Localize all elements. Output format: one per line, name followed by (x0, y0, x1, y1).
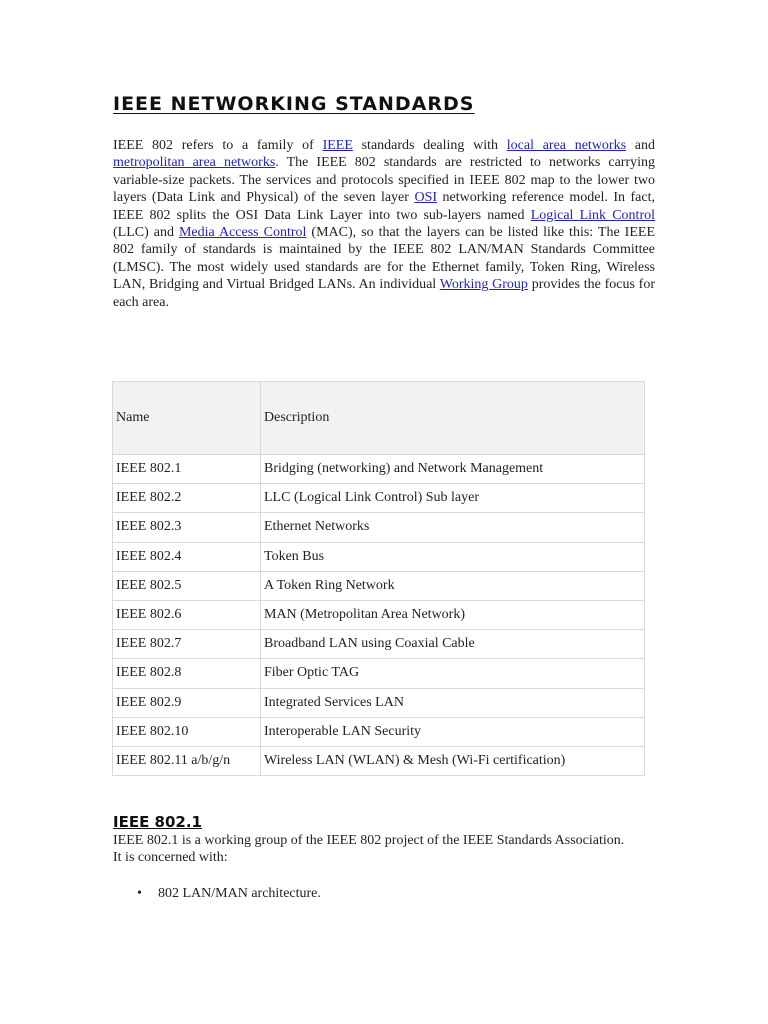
row-name: IEEE 802.11 a/b/g/n (113, 746, 261, 775)
row-description: MAN (Metropolitan Area Network) (261, 600, 645, 629)
row-description: Broadband LAN using Coaxial Cable (261, 630, 645, 659)
section-body (113, 832, 633, 866)
row-name: IEEE 802.8 (113, 659, 261, 688)
bullet-icon: • (137, 886, 142, 901)
link-ieee[interactable]: IEEE (322, 138, 353, 153)
link-working-group[interactable]: Working Group (439, 277, 528, 293)
row-description: Bridging (networking) and Network Management (261, 455, 645, 484)
list-item-text: 802 LAN/MAN architecture. (158, 886, 321, 901)
row-name: IEEE 802.4 (113, 542, 261, 571)
intro-text: IEEE 802 refers to a family of (113, 138, 323, 153)
row-description: Interoperable LAN Security (261, 717, 645, 746)
intro-text: standards dealing with (352, 138, 507, 153)
row-description: Token Bus (261, 542, 645, 571)
link-media-access-control[interactable]: Media Access Control (178, 225, 307, 241)
intro-text: and (626, 138, 655, 153)
intro-text: provides the focus for each area. (113, 277, 656, 310)
table-row (113, 542, 645, 571)
row-name: IEEE 802.3 (113, 513, 261, 542)
link-metropolitan-area-networks[interactable]: metropolitan area networks (113, 155, 276, 171)
row-description: A Token Ring Network (261, 571, 645, 600)
standards-table (112, 381, 645, 776)
row-description: Wireless LAN (WLAN) & Mesh (Wi-Fi certification) (261, 746, 645, 775)
row-description: Fiber Optic TAG (261, 659, 645, 688)
section-title: IEEE 802.1 (113, 813, 202, 831)
intro-text: . The IEEE 802 standards are restricted to networks carrying variable-size packets. The services and protocols specified in IEEE 802 map to the lower two layers (Data Link and Physical) of the seven layer (113, 155, 656, 206)
intro-text: (LLC) and (113, 225, 179, 241)
table-row (113, 571, 645, 600)
row-name: IEEE 802.2 (113, 484, 261, 513)
table-row (113, 600, 645, 629)
row-description: Ethernet Networks (261, 513, 645, 542)
table-row (113, 688, 645, 717)
table-row (113, 659, 645, 688)
table-row (113, 455, 645, 484)
row-name: IEEE 802.10 (113, 717, 261, 746)
row-name: IEEE 802.7 (113, 630, 261, 659)
row-name: IEEE 802.1 (113, 455, 261, 484)
intro-paragraph (113, 137, 655, 311)
section-paragraph: IEEE 802.1 is a working group of the IEEE 802 project of the IEEE Standards Association. (113, 833, 625, 848)
intro-text: networking reference model. In fact, IEEE 802 splits the OSI Data Link Layer into two sub-layers named (113, 190, 655, 223)
table-row (113, 513, 645, 542)
row-description: LLC (Logical Link Control) Sub layer (261, 484, 645, 513)
table-row (113, 746, 645, 775)
table-header-row (113, 382, 645, 455)
bullet-list (113, 885, 321, 902)
table-row (113, 717, 645, 746)
table-row (113, 630, 645, 659)
link-osi[interactable]: OSI (414, 190, 438, 206)
list-item (113, 885, 321, 902)
link-logical-link-control[interactable]: Logical Link Control (530, 207, 655, 223)
row-description: Integrated Services LAN (261, 688, 645, 717)
intro-text: (MAC), so that the layers can be listed like this: The IEEE 802 family of standards is maintained by the IEEE 802 LAN/MAN Standards Committee (LMSC). The most widely used standards are for the Ethernet family, Token Ring, Wireless LAN, Bridging and Virtual Bridged LANs. An individual (113, 225, 656, 293)
page-title: IEEE NETWORKING STANDARDS (113, 93, 475, 115)
section-paragraph: It is concerned with: (113, 850, 228, 866)
header-name: Name (113, 382, 261, 455)
link-local-area-networks[interactable]: local area networks (506, 138, 627, 153)
row-name: IEEE 802.5 (113, 571, 261, 600)
header-description: Description (261, 382, 645, 455)
row-name: IEEE 802.6 (113, 600, 261, 629)
row-name: IEEE 802.9 (113, 688, 261, 717)
table-row (113, 484, 645, 513)
